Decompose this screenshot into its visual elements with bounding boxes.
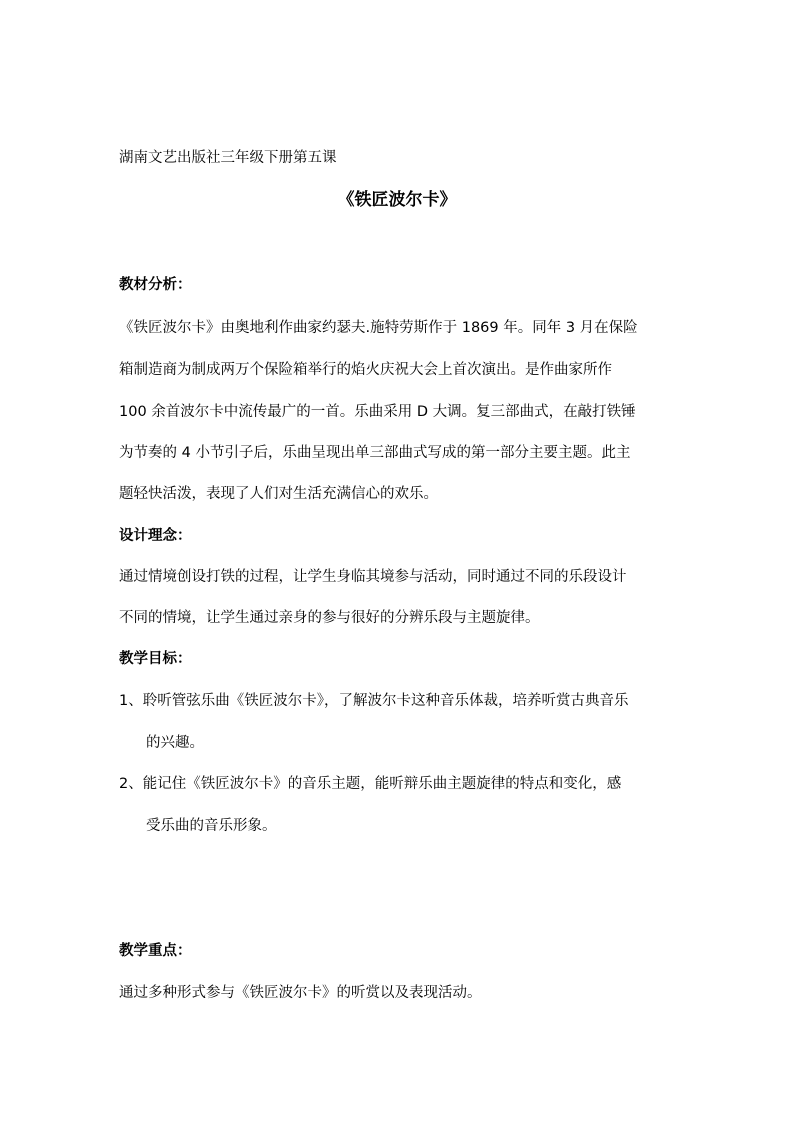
concept-heading: 设计理念： <box>119 528 192 544</box>
goal-item-line: 1、聆听管弦乐曲《铁匠波尔卡》，了解波尔卡这种音乐体裁，培养听赏古典音乐 <box>119 693 629 709</box>
concept-line: 不同的情境，让学生通过亲身的参与很好的分辨乐段与主题旋律。 <box>119 610 540 626</box>
goal-item-continuation: 的兴趣。 <box>146 735 204 751</box>
goal-item-line: 2、能记住《铁匠波尔卡》的音乐主题，能听辩乐曲主题旋律的特点和变化，感 <box>119 776 622 792</box>
analysis-heading: 教材分析： <box>119 277 192 293</box>
goals-heading: 教学目标： <box>119 651 192 667</box>
goal-item-continuation: 受乐曲的音乐形象。 <box>146 818 277 834</box>
concept-line: 通过情境创设打铁的过程，让学生身临其境参与活动，同时通过不同的乐段设计 <box>119 569 627 585</box>
analysis-line: 《铁匠波尔卡》由奥地利作曲家约瑟夫.施特劳斯作于 1869 年。同年 3 月在保险 <box>119 320 638 336</box>
focus-line: 通过多种形式参与《铁匠波尔卡》的听赏以及表现活动。 <box>119 985 482 1001</box>
publisher-line: 湖南文艺出版社三年级下册第五课 <box>119 150 337 166</box>
analysis-line: 100 余首波尔卡中流传最广的一首。乐曲采用 D 大调。复三部曲式，在敲打铁锤 <box>119 404 636 420</box>
analysis-line: 为节奏的 4 小节引子后，乐曲呈现出单三部曲式写成的第一部分主要主题。此主 <box>119 445 631 461</box>
focus-heading: 教学重点： <box>119 943 192 959</box>
analysis-line: 箱制造商为制成两万个保险箱举行的焰火庆祝大会上首次演出。是作曲家所作 <box>119 362 612 378</box>
document-title: 《铁匠波尔卡》 <box>337 190 457 210</box>
analysis-line: 题轻快活泼，表现了人们对生活充满信心的欢乐。 <box>119 486 438 502</box>
